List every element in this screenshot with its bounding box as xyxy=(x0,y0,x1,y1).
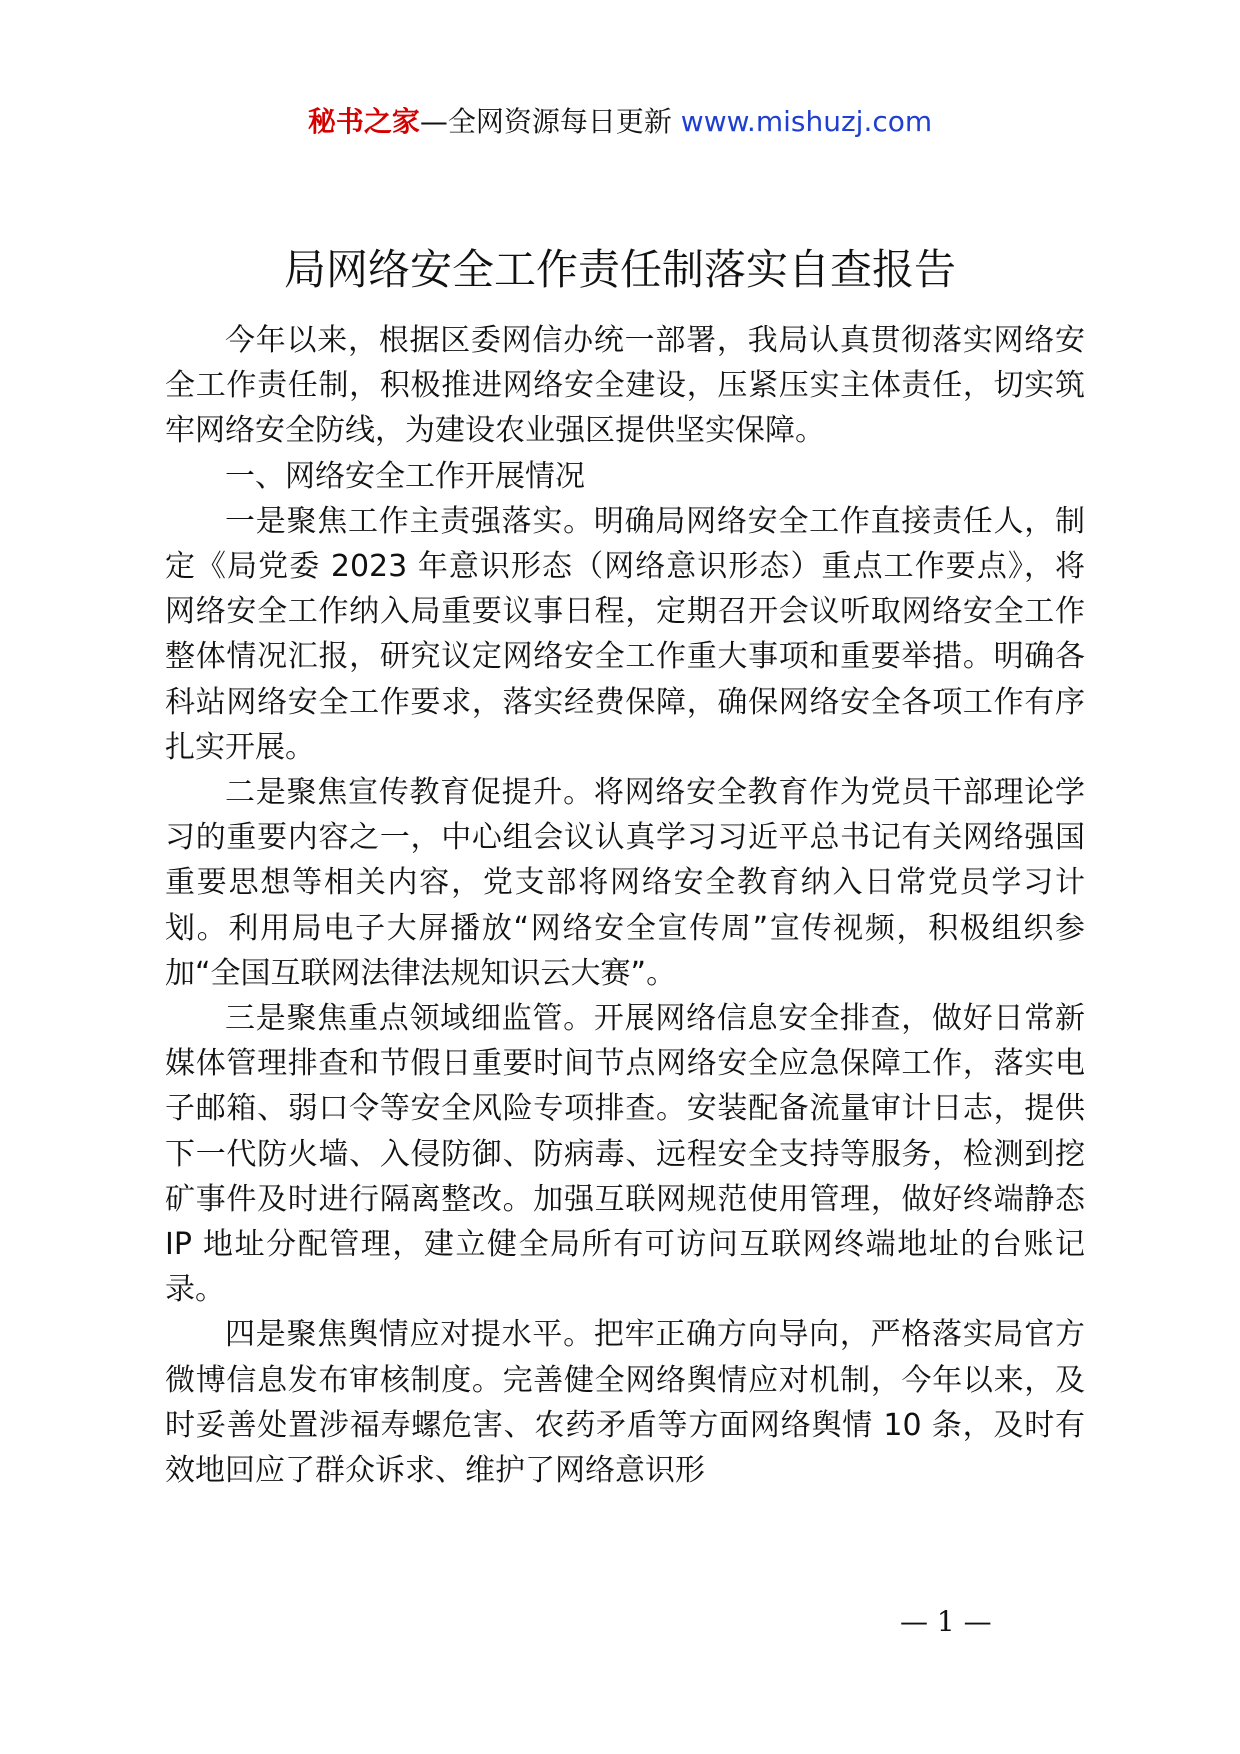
site-url-link[interactable]: www.mishuzj.com xyxy=(680,105,933,138)
site-banner xyxy=(0,100,1240,144)
document-title: 局网络安全工作责任制落实自查报告 xyxy=(283,245,956,294)
document-body xyxy=(165,318,1085,1493)
paragraph-item-4: 四是聚焦舆情应对提水平。把牢正确方向导向，严格落实局官方微博信息发布审核制度。完善健全网络舆情应对机制，今年以来，及时妥善处置涉福寿螺危害、农药矛盾等方面网络舆情 10 条，及时有效地回应了群众诉求、维护了网络意识形 xyxy=(165,1317,1085,1489)
paragraph-intro: 今年以来，根据区委网信办统一部署，我局认真贯彻落实网络安全工作责任制，积极推进网络安全建设，压紧压实主体责任，切实筑牢网络安全防线，为建设农业强区提供坚实保障。 xyxy=(165,323,1085,449)
site-brand: 秘书之家 xyxy=(307,105,420,138)
site-tagline: —全网资源每日更新 xyxy=(419,105,672,138)
section-heading: 一、网络安全工作开展情况 xyxy=(225,458,585,494)
paragraph-item-3: 三是聚焦重点领域细监管。开展网络信息安全排查，做好日常新媒体管理排查和节假日重要时间节点网络安全应急保障工作，落实电子邮箱、弱口令等安全风险专项排查。安装配备流量审计日志，提供下一代防火墙、入侵防御、防病毒、远程安全支持等服务，检测到挖矿事件及时进行隔离整改。加强互联网规范使用管理，做好终端静态 IP 地址分配管理，建立健全局所有可访问互联网终端地址的台账记录。 xyxy=(165,1001,1085,1308)
page-number: — 1 — xyxy=(900,1605,992,1638)
paragraph-item-1: 一是聚焦工作主责强落实。明确局网络安全工作直接责任人，制定《局党委 2023 年意识形态（网络意识形态）重点工作要点》，将网络安全工作纳入局重要议事日程，定期召开会议听取网络安全工作整体情况汇报，研究议定网络安全工作重大事项和重要举措。明确各科站网络安全工作要求，落实经费保障，确保网络安全各项工作有序扎实开展。 xyxy=(165,503,1085,765)
paragraph-item-2: 二是聚焦宣传教育促提升。将网络安全教育作为党员干部理论学习的重要内容之一，中心组会议认真学习习近平总书记有关网络强国重要思想等相关内容，党支部将网络安全教育纳入日常党员学习计划。利用局电子大屏播放“网络安全宣传周”宣传视频，积极组织参加“全国互联网法律法规知识云大赛”。 xyxy=(165,775,1085,991)
